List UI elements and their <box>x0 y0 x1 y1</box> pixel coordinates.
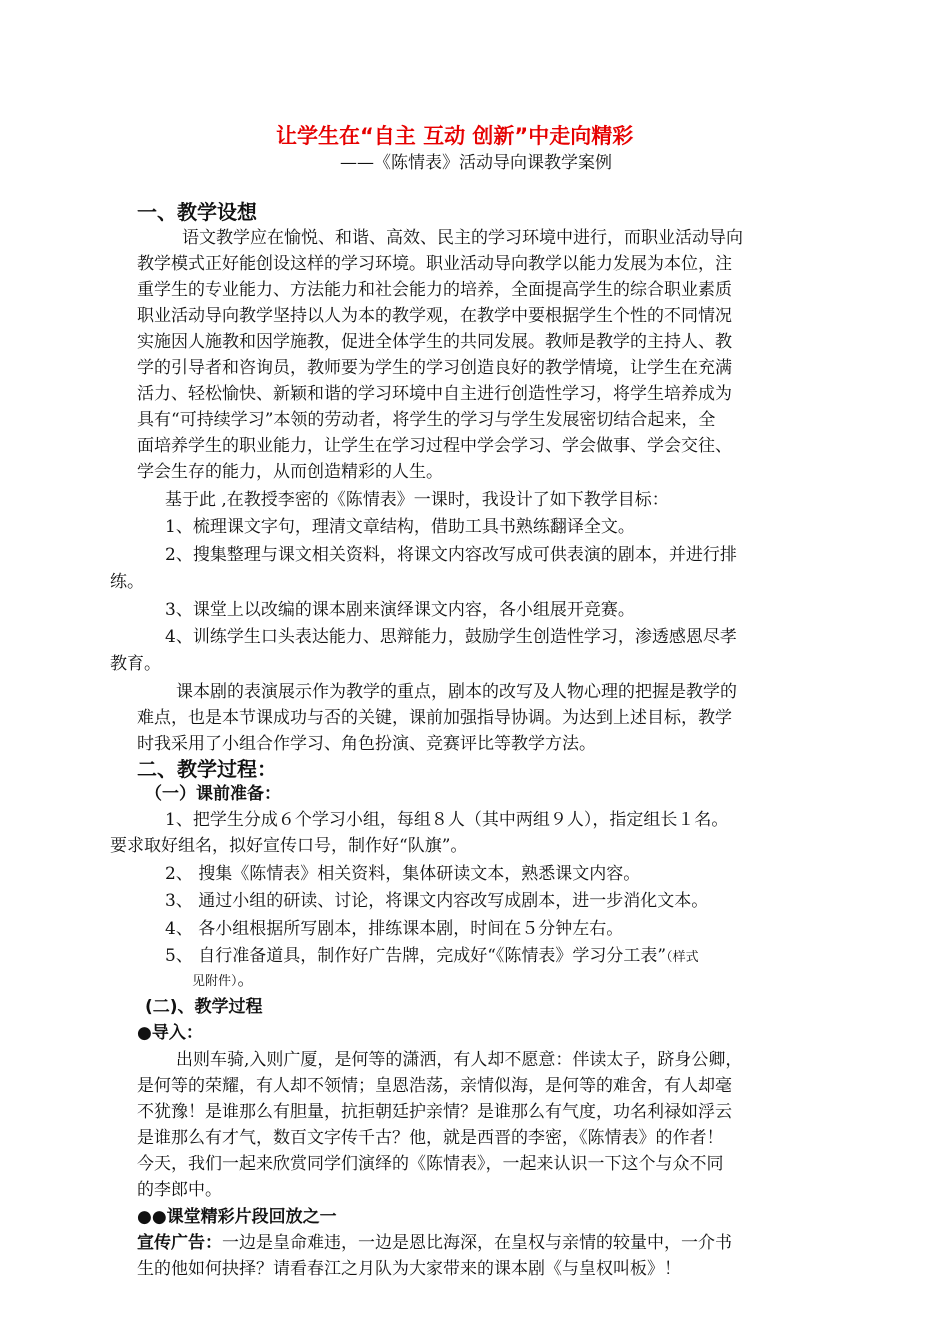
lead-in-heading: ●导入： <box>137 1023 203 1043</box>
document-subtitle: ——《陈情表》活动导向课教学案例 <box>340 153 612 173</box>
prep-item-2: 2、 搜集《陈情表》相关资料，集体研读文本，熟悉课文内容。 <box>165 864 641 884</box>
ad-label: 宣传广告： <box>137 1233 222 1253</box>
ad-line-1 <box>137 1231 732 1255</box>
paragraph-line: 重学生的专业能力、方法能力和社会能力的培养，全面提高学生的综合职业素质 <box>137 280 732 300</box>
prep-item-5-cont <box>192 968 255 994</box>
goal-item-2-cont: 练。 <box>110 572 144 592</box>
goal-item-4: 4、训练学生口头表达能力、思辩能力，鼓励学生创造性学习，渗透感恩尽孝 <box>165 627 737 647</box>
lead-in-line: 今天，我们一起来欣赏同学们演绎的《陈情表》，一起来认识一下这个与众不同 <box>137 1154 724 1174</box>
paragraph-line: 面培养学生的职业能力，让学生在学习过程中学会学习、学会做事、学会交往、 <box>137 436 732 456</box>
document-title: 让学生在“自主 互动 创新”中走向精彩 <box>276 124 634 148</box>
section-heading-2: 二、教学过程： <box>137 757 277 781</box>
ad-line-2: 生的他如何抉择？请看春江之月队为大家带来的课本剧《与皇权叫板》！ <box>137 1259 681 1279</box>
section-heading-1: 一、教学设想 <box>137 200 257 224</box>
prep-item-1-cont: 要求取好组名，拟好宣传口号，制作好“队旗”。 <box>110 836 468 856</box>
paragraph-line: 课本剧的表演展示作为教学的重点，剧本的改写及人物心理的把握是教学的 <box>176 682 737 702</box>
paragraph-line: 语文教学应在愉悦、和谐、高效、民主的学习环境中进行，而职业活动导向 <box>182 228 743 248</box>
goal-item-4-cont: 教育。 <box>110 654 161 674</box>
paragraph-line: 活力、轻松愉快、新颖和谐的学习环境中自主进行创造性学习，将学生培养成为 <box>137 384 732 404</box>
goal-item-1: 1、梳理课文字句，理清文章结构，借助工具书熟练翻译全文。 <box>165 517 635 537</box>
paragraph-line: 职业活动导向教学坚持以人为本的教学观，在教学中要根据学生个性的不同情况 <box>137 306 732 326</box>
paragraph-line: 学会生存的能力，从而创造精彩的人生。 <box>137 462 443 482</box>
prep-item-1: 1、把学生分成６个学习小组，每组８人（其中两组９人），指定组长１名。 <box>165 810 729 830</box>
goals-intro: 基于此 ,在教授李密的《陈情表》一课时，我设计了如下教学目标： <box>165 490 669 510</box>
goal-item-3: 3、课堂上以改编的课本剧来演绎课文内容，各小组展开竞赛。 <box>165 600 635 620</box>
lead-in-line: 是何等的荣耀，有人却不领情；皇恩浩荡，亲情似海，是何等的难舍，有人却毫 <box>137 1076 732 1096</box>
subsection-heading-prep: （一）课前准备： <box>145 784 281 804</box>
lead-in-line: 出则车骑,入则广厦，是何等的潇洒，有人却不愿意：伴读太子，跻身公卿， <box>176 1050 743 1070</box>
subsection-heading-process: (二)、教学过程 <box>145 997 263 1017</box>
goal-item-2: 2、搜集整理与课文相关资料，将课文内容改写成可供表演的剧本，并进行排 <box>165 545 737 565</box>
prep-item-5 <box>165 944 699 970</box>
prep-item-5-text: 5、 自行准备道具，制作好广告牌，完成好“《陈情表》学习分工表” <box>165 946 667 966</box>
lead-in-line: 是谁那么有才气，数百文字传千古？他，就是西晋的李密，《陈情表》的作者！ <box>137 1128 724 1148</box>
paragraph-line: 时我采用了小组合作学习、角色扮演、竞赛评比等教学方法。 <box>137 734 596 754</box>
paragraph-line: 难点，也是本节课成功与否的关键，课前加强指导协调。为达到上述目标，教学 <box>137 708 732 728</box>
paragraph-line: 学的引导者和咨询员，教师要为学生的学习创造良好的教学情境，让学生在充满 <box>137 358 732 378</box>
prep-item-5-note-cont: 见附件） <box>192 974 238 989</box>
prep-item-4: 4、 各小组根据所写剧本，排练课本剧，时间在５分钟左右。 <box>165 919 624 939</box>
ad-text: 一边是皇命难违，一边是恩比海深，在皇权与亲情的较量中，一介书 <box>222 1233 732 1253</box>
lead-in-line: 不犹豫！是谁那么有胆量，抗拒朝廷护亲情？是谁那么有气度，功名利禄如浮云 <box>137 1102 732 1122</box>
paragraph-line: 教学模式正好能创设这样的学习环境。职业活动导向教学以能力发展为本位，注 <box>137 254 732 274</box>
paragraph-line: 实施因人施教和因学施教，促进全体学生的共同发展。教师是教学的主持人、教 <box>137 332 732 352</box>
prep-item-3: 3、 通过小组的研读、讨论，将课文内容改写成剧本，进一步消化文本。 <box>165 891 709 911</box>
paragraph-line: 具有“可持续学习”本领的劳动者，将学生的学习与学生发展密切结合起来，全 <box>137 410 716 430</box>
prep-item-5-end: 。 <box>237 970 255 990</box>
replay-heading: ●●课堂精彩片段回放之一 <box>137 1207 337 1227</box>
lead-in-line: 的李郎中。 <box>137 1180 222 1200</box>
prep-item-5-note: （样式 <box>666 950 699 965</box>
